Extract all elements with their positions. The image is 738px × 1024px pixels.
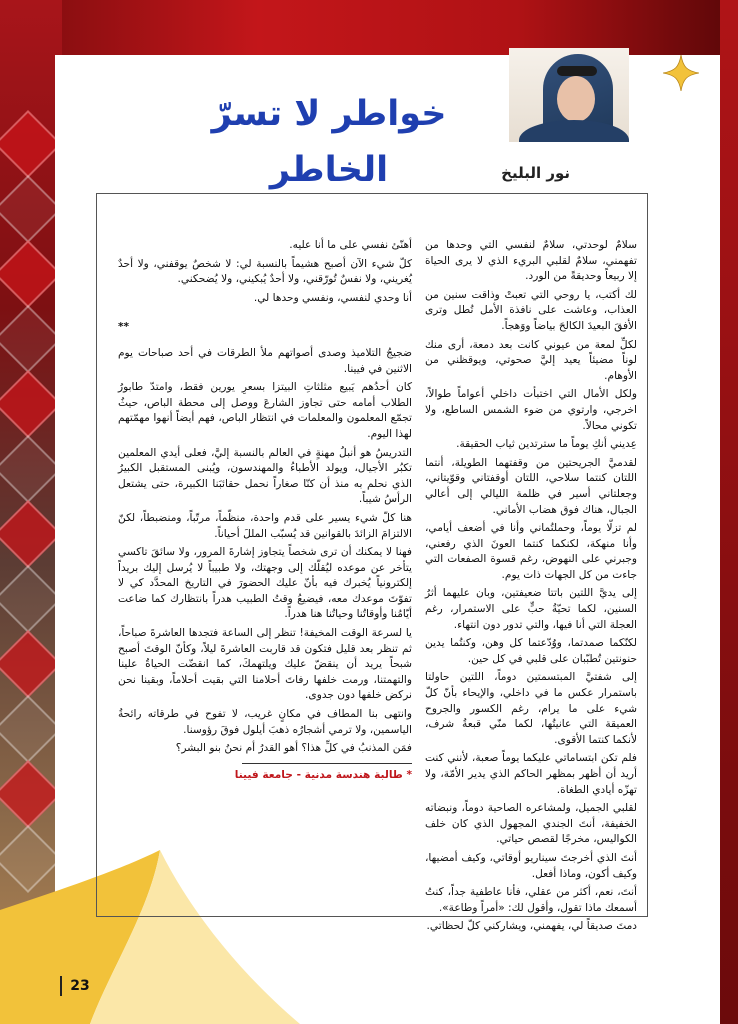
- right-red-border: [720, 0, 738, 1024]
- paragraph: سلامٌ لوحدتي، سلامٌ لنفسي التي وحدها من تفهمني، سلامٌ لقلبي البريء الذي لا يرى الحياة إلا ربيعاً وحديقةً من الورد.: [425, 239, 637, 283]
- section-separator: **: [118, 321, 130, 334]
- page-number-bar: [60, 976, 62, 996]
- paragraph: ضجيجُ التلاميذ وصدى أصواتهم ملأ الطرقات في أحد صباحات يوم الاثنين في فيينا.: [118, 346, 412, 375]
- paragraph: دمتَ صديقاً لي، يفهمني، ويشاركني كلّ لحظاتي.: [426, 920, 637, 933]
- author-footnote: * طالبة هندسة مدنية - جامعة فيينا: [234, 768, 412, 781]
- paragraph: لقلبي الجميل، ولمشاعره الصاحية دوماً، ونبضاته الخفيفة، أنتَ الجندي المجهول الذي كان خلف الكواليس، مخرجًا لقصص حياتي.: [425, 802, 637, 846]
- paragraph: أنتَ الذي أخرجتَ سيناريو أوقاتي، وكيف أمضيها، وكيف أكون، وماذا أفعل.: [425, 851, 637, 880]
- paragraph: لكلِّ لمعة من عيوني كانت بعد دمعة، أرى منك لوناً مضيئاً يعيد إليَّ صحوتي، ويوقظني من الأوهام.: [425, 338, 637, 382]
- footnote-divider: [242, 763, 412, 764]
- paragraph: هنا كلّ شيء يسير على قدم واحدة، منظّماً، مرتّباً، ومنضبطاً، لكنّ الالتزامَ الزائدَ بالقوانين قد يُسبّب المللَ أحياناً.: [118, 511, 412, 540]
- paragraph: إلى شفتيَّ المبتسمتين دوماً، اللتين حاولتا باستمرار عكس ما في داخلي، والإيحاء بأنّ كلّ شيء على ما يرام، رغم الكسور والجروح العميقة التي عانيتُها، لكما منّي قبعةُ شرف، لأنكما كنتما الأقوى.: [425, 671, 637, 746]
- decor-tile: [0, 760, 62, 828]
- paragraph: أهنّئ نفسي على ما أنا عليه.: [289, 239, 412, 251]
- paragraph: لقدميَّ الجريحتين من وقفتهما الطويلة، أنتما اللتان كنتما سلاحي، اللتان أوقفتاني وقوّيتاني، وجعلتاني أسير في ظلمة الليالي إلى أعالي الجبال، هناك فوق هضاب الأماني.: [425, 456, 637, 516]
- decor-tile: [0, 435, 62, 503]
- paragraph: إلى يديَّ اللتين باتتا ضعيفتين، وبان عليهما أثرُ السنين، لكما تحيّةُ حبٍّ على الاستمرار، رغم العجلة التي أنا فيها، والتي تدور دون انتهاء.: [425, 587, 637, 631]
- paragraph: كان أحدُهم يَبيع مثلثاتِ البيتزا بسعرِ يورين فقط، وامتدّ طابورُ الطلاب أمامه حتى تجاوز الشارعَ ووصل إلى محطة الباص، حيثُ تجمّع المعلمون والمعلمات في انتظار الباص، فهم أيضاً أنهوا مهمّتهم لهذا اليوم.: [118, 381, 412, 440]
- paragraph: أنا وحدي لنفسي، ونفسي وحدها لي.: [253, 291, 412, 304]
- paragraph: لم تزلّا يوماً، وحملتُماني وأنا في أضعف أيامي، وأنا منهكة، لكنكما كنتما العونَ الذي رفعني، وجبرني على النهوض، رغم قسوة الصفعات التي جاءت من كل الجهات ذات يوم.: [425, 522, 637, 581]
- paragraph: عِديني أنكِ يوماً ما سترتدين ثياب الحقيقة.: [456, 438, 637, 451]
- page-number: 23: [70, 978, 90, 994]
- paragraph: فمَن المذنبُ في كلِّ هذا؟ أهو القدرُ أم نحنُ بنو البشر؟: [175, 742, 412, 755]
- paragraph: أنتَ، نعم، أكثر من عقلي، فأنا عاطفية جداً، كنتُ أسمعك ماذا تقول، وأقول لك: «أمراً وطاعة».: [425, 886, 637, 914]
- face-shape: [557, 76, 595, 122]
- paragraph: وانتهى بنا المطاف في مكانٍ غريب، لا تفوح في طرقاته رائحةُ الياسمين، ولا ترمي أشجارُه ذهبَ أيلول فوقَ رؤوسنا.: [118, 708, 412, 736]
- decor-tile: [0, 305, 62, 373]
- paragraph: لك أكتب، يا روحي التي تعبتْ وذاقت سنين من العذاب، وعاشت على نافذة الأمل تُطل وترى الأفقَ البعيدَ الكالحَ بياضاً ووَهجاً.: [425, 288, 637, 332]
- decor-tile: [0, 175, 62, 243]
- star-icon: [663, 55, 699, 91]
- article-title: خواطر لا تسرّ الخاطر: [211, 94, 447, 190]
- article-column-left: [118, 238, 412, 786]
- paragraph: لكنّكما صمدتما، ووُدّعتما كل وهن، وكنتُما يدين حنونتين تُطبّبان على قلبي في كل حين.: [425, 637, 637, 665]
- paragraph: التدريسُ هو أنبلُ مهنةٍ في العالم بالنسبة إليَّ، فعلى أيدي المعلمين تكبُر الأجيال، ويولد الأطباءُ والمهندسون، ويُبنى المستقبل الكبيرُ الذي نحلم به منذ أن كنّا صغاراً نحمل حقائبَنا الكبيرة، حتى يشتعل الرأسُ شيباً.: [118, 446, 412, 506]
- paragraph: فلم تكن ابتساماتي عليكما يوماً صعبة، لأنني كنت أريد أن أظهر بمظهر الحاكم الذي يدير الأمّة، ولا تهزّه أيادي الطغاة.: [425, 752, 637, 796]
- decor-tile: [0, 370, 62, 438]
- author-photo: [509, 48, 629, 142]
- paragraph: ولكل الأمال التي اختبأت داخلي أعواماً طوالاً، اخرجي، وارتوي من ضوء الشمس الساطع، ولا تكوني محالاً.: [425, 388, 637, 432]
- author-name: نور البليخ: [501, 164, 570, 182]
- paragraph: فهنا لا يمكنك أن ترى شخصاً يتجاوز إشارةَ المرور، ولا سائقَ تاكسي يتأخر عن موعده ليُقلّك إلى وجهتك، ولا طبيباً لا يُرسل إليك بريداً إلكترونياً يُخبرك فيه بأنّ عليك الحضورَ في التاريخ المحدَّد كي لا تفوّتَ موعدك معه، فيضيعُ وقتُ الطبيب هدراً بانتظارك كما ضاعت أيّامُنا وأوقاتُنا وحياتُنا هنا هدراً.: [118, 546, 412, 621]
- decor-tile: [0, 565, 62, 633]
- article-column-right: [425, 238, 637, 938]
- sunglasses-shape: [557, 66, 597, 76]
- decor-tile: [0, 500, 62, 568]
- paragraph: يا لسرعة الوقت المخيفة! تنظر إلى الساعة فتجدها العاشرةَ صباحاً، ثم تنظر بعد قليل فتكون قد قاربت العاشرةَ ليلاً، وكأنّ الوقتَ أصبح شبحاً يريد أن ينقضّ عليك ويلتهمكَ، كما انقضّت الحياةُ علينا والتهمتنا، ورمت خلفها رفاتَ أحلامنا التي بقيت أحلاماً، وبقينا نحن نركض خلفها دون جدوى.: [118, 627, 412, 702]
- decor-tile: [0, 240, 62, 308]
- decor-tile: [0, 630, 62, 698]
- decor-tile: [0, 695, 62, 763]
- decor-tile: [0, 110, 62, 178]
- paragraph: كلّ شيء الآن أصبح هشيماً بالنسبة لي: لا شخصٌ يوقفني، ولا أحدٌ يُغريني، ولا نفسٌ تُورّقني، ولا أحدٌ يُبكيني، ولا يُضحكني.: [118, 257, 412, 286]
